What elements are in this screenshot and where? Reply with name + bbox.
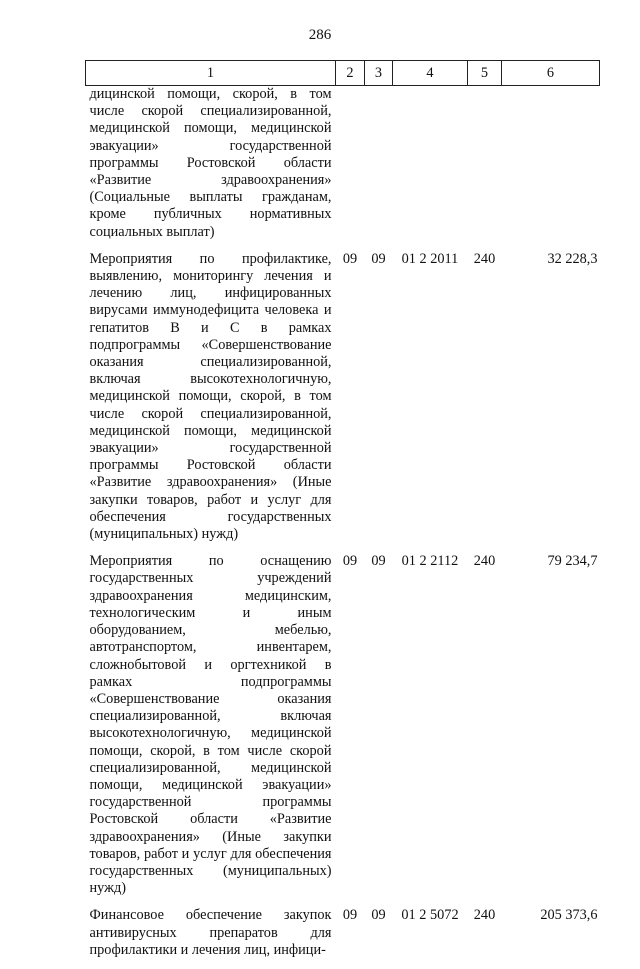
- row-amount: 32 228,3: [547, 250, 598, 267]
- table-row: [86, 553, 600, 907]
- column-header-6: 6: [502, 61, 600, 86]
- row-col2: [336, 86, 365, 251]
- row-col4: 01 2 5072: [401, 907, 459, 924]
- budget-table: [85, 60, 600, 969]
- table-row: [86, 251, 600, 553]
- column-header-5: 5: [468, 61, 502, 86]
- column-header-1: 1: [86, 61, 336, 86]
- row-col3: 09: [371, 250, 386, 267]
- column-header-3: 3: [365, 61, 393, 86]
- row-description: Мероприятия по оснащению государственных учреждений здравоохранения медицинским, технологическим и иным оборудованием, мебелью, автотранспортом, инвентарем, сложнобытовой и оргтехникой в рамках подпрограммы «Совершенствование оказания специализированной, включая высокотехнологичную, медицинской помощи, скорой, в том числе скорой специализированной, медицинской помощи, медицинской эвакуации» государственной программы Ростовской области «Развитие здравоохранения» (Иные закупки товаров, работ и услуг для обеспечения государственных (муниципальных) нужд): [89, 553, 332, 897]
- table-row: [86, 907, 600, 969]
- row-col3: 09: [371, 553, 386, 570]
- row-col3: [365, 86, 393, 251]
- row-col5: 240: [473, 250, 496, 267]
- row-col2: 09: [342, 907, 358, 924]
- row-col5: 240: [473, 907, 496, 924]
- row-col4: [393, 86, 468, 251]
- table-row: [86, 86, 600, 251]
- column-header-4: 4: [393, 61, 468, 86]
- row-description: Финансовое обеспечение закупок антивирусных препаратов для профилактики и лечения лиц, инфици-: [89, 907, 332, 958]
- row-amount: [502, 86, 600, 251]
- row-col3: 09: [371, 907, 386, 924]
- row-description: Мероприятия по профилактике, выявлению, мониторингу лечения и лечению лиц, инфицированных вирусами иммунодефицита человека и гепатитов B и C в рамках подпрограммы «Совершенствование оказания специализированной, включая высокотехнологичную, медицинской помощи, скорой, в том числе скорой специализированной, медицинской помощи, медицинской эвакуации» государственной программы Ростовской области «Развитие здравоохранения» (Иные закупки товаров, работ и услуг для обеспечения государственных (муниципальных) нужд): [89, 250, 332, 543]
- column-header-2: 2: [336, 61, 365, 86]
- row-col2: 09: [342, 553, 358, 570]
- row-col4: 01 2 2112: [401, 553, 459, 570]
- row-col5: 240: [473, 553, 496, 570]
- row-col4: 01 2 2011: [401, 250, 459, 267]
- page-number: 286: [308, 27, 332, 43]
- row-amount: 79 234,7: [547, 553, 598, 570]
- row-col5: [468, 86, 502, 251]
- row-amount: 205 373,6: [540, 907, 598, 924]
- table-header-row: [86, 61, 600, 86]
- row-col2: 09: [342, 250, 358, 267]
- row-description: дицинской помощи, скорой, в том числе скорой специализированной, медицинской помощи, медицинской эвакуации» государственной программы Ростовской области «Развитие здравоохранения» (Социальные выплаты гражданам, кроме публичных нормативных социальных выплат): [89, 86, 332, 240]
